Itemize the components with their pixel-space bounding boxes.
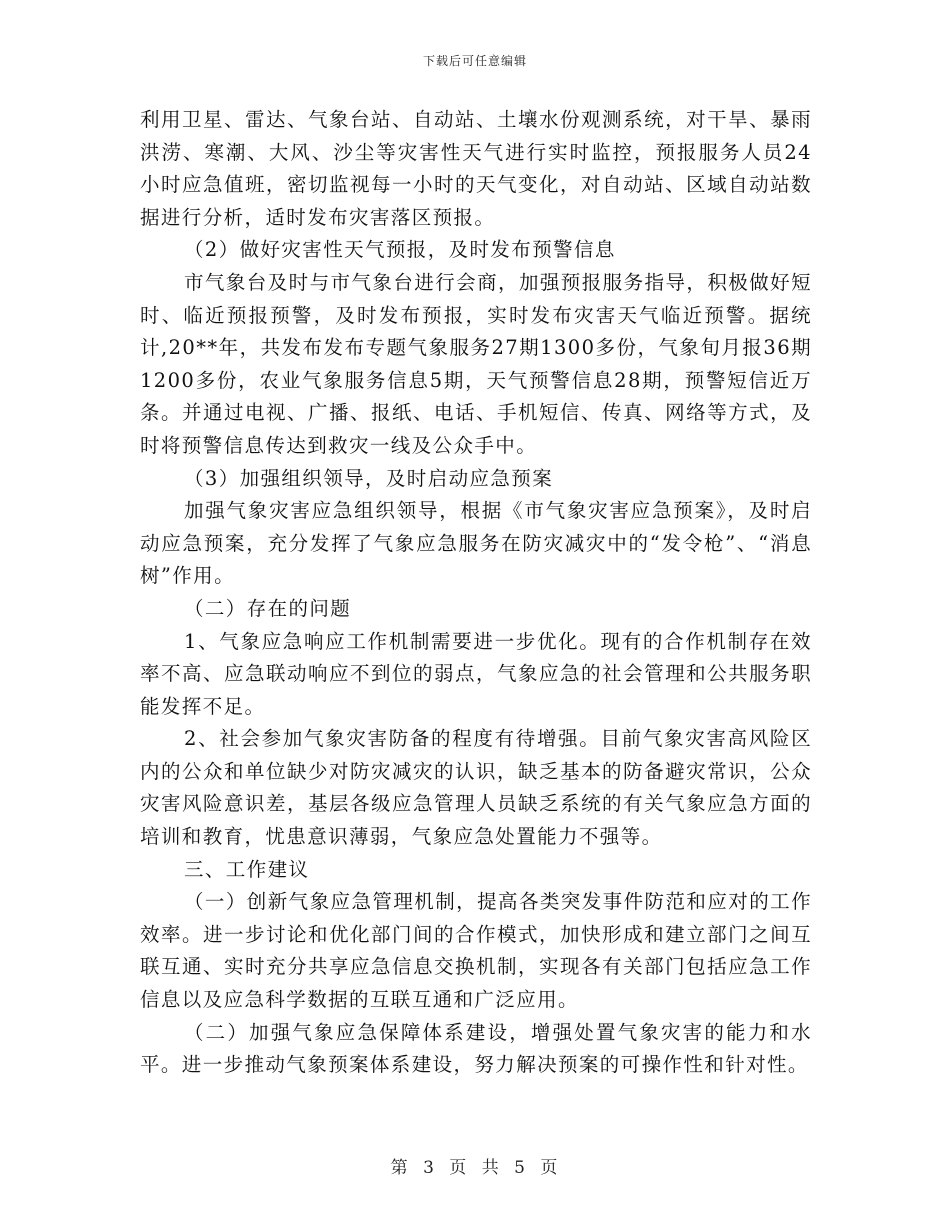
body-paragraph: 2、社会参加气象灾害防备的程度有待增强。目前气象灾害高风险区内的公众和单位缺少对防灾减灾的认识，缺乏基本的防备避灾常识，公众灾害风险意识差，基层各级应急管理人员缺乏系统的有关气象应急方面的培训和教育，忧患意识薄弱，气象应急处置能力不强等。: [140, 727, 812, 849]
section-heading: 三、工作建议: [184, 857, 310, 881]
body-paragraph: 加强气象灾害应急组织领导，根据《市气象灾害应急预案》，及时启动应急预案，充分发挥了气象应急服务在防灾减灾中的“发令枪”、“消息树”作用。: [140, 499, 812, 588]
section-heading: （3）加强组织领导，及时启动应急预案: [184, 466, 554, 490]
page-header: 下载后可任意编辑: [422, 54, 527, 68]
body-paragraph: （二）加强气象应急保障体系建设，增强处置气象灾害的能力和水平。进一步推动气象预案体系建设，努力解决预案的可操作性和针对性。: [140, 1020, 812, 1077]
document-body: [140, 104, 812, 1082]
body-paragraph: 利用卫星、雷达、气象台站、自动站、土壤水份观测系统，对干旱、暴雨洪涝、寒潮、大风、沙尘等灾害性天气进行实时监控，预报服务人员24小时应急值班，密切监视每一小时的天气变化，对自动站、区域自动站数据进行分析，适时发布灾害落区预报。: [140, 108, 812, 229]
body-paragraph: 市气象台及时与市气象台进行会商，加强预报服务指导，积极做好短时、临近预报预警，及时发布预报，实时发布灾害天气临近预警。据统计,20**年，共发布发布专题气象服务27期1300多份，气象旬月报36期1200多份，农业气象服务信息5期，天气预警信息28期，预警短信近万条。并通过电视、广播、报纸、电话、手机短信、传真、网络等方式，及时将预警信息传达到救灾一线及公众手中。: [140, 270, 812, 457]
page-number-footer: 第 3 页 共 5 页: [390, 1158, 560, 1178]
body-paragraph: 1、气象应急响应工作机制需要进一步优化。现有的合作机制存在效率不高、应急联动响应不到位的弱点，气象应急的社会管理和公共服务职能发挥不足。: [140, 629, 812, 718]
section-heading: （二）存在的问题: [184, 596, 352, 620]
section-heading: （2）做好灾害性天气预报，及时发布预警信息: [184, 238, 616, 262]
body-paragraph: （一）创新气象应急管理机制，提高各类突发事件防范和应对的工作效率。进一步讨论和优化部门间的合作模式，加快形成和建立部门之间互联互通、实时充分共享应急信息交换机制，实现各有关部门包括应急工作信息以及应急科学数据的互联互通和广泛应用。: [140, 890, 812, 1012]
